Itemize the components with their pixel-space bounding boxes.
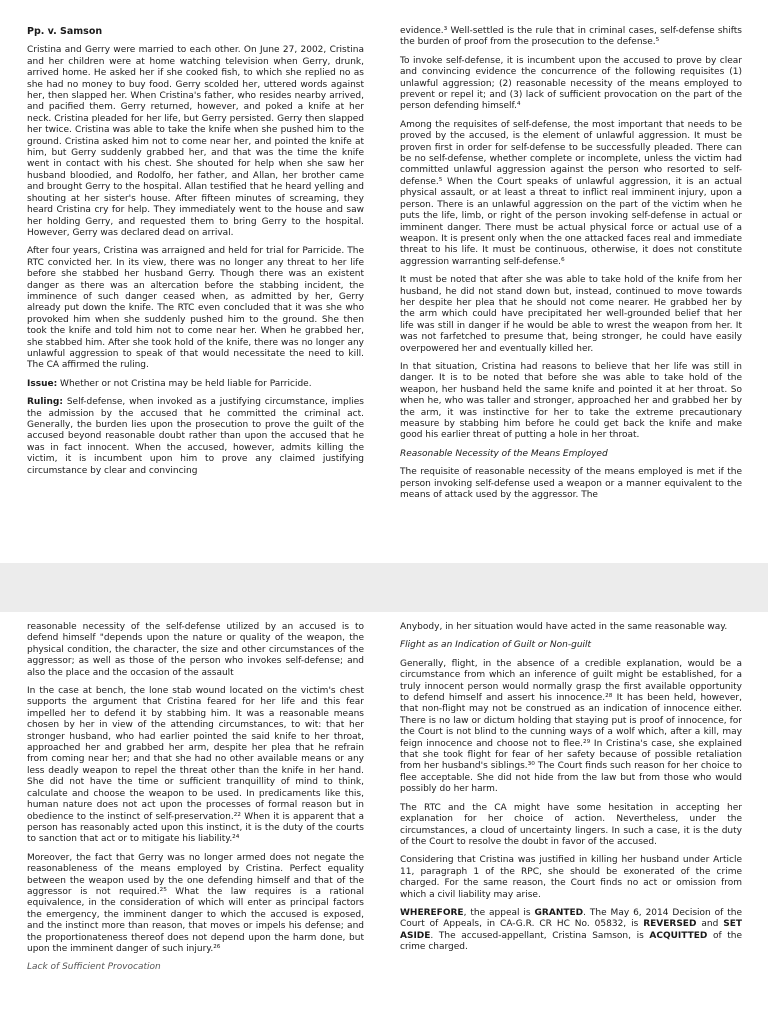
subhead-flight: Flight as an Indication of Guilt or Non-guilt <box>400 640 592 651</box>
set-aside-word: SET ASIDE <box>400 919 743 941</box>
exonerated-paragraph: Considering that Cristina was justified in killing her husband under Article 11, paragraph 1 of the RPC, she should be exonerated of the crime charged. For the same reason, the Court finds no act or omission from which a civil liability may arise. <box>400 855 742 900</box>
page-one-left-column <box>27 26 364 484</box>
page-gap <box>0 563 768 612</box>
page-two <box>0 612 768 1024</box>
flight-paragraph: Generally, flight, in the absence of a credible explanation, would be a circumstance from which an inference of guilt might be established, for a truly innocent person would normally grasp the first available opportunity to defend himself and assert his innocence.²⁸ It has been held, however, that non-flight may not be construed as an indication of innocence either. There is no law or dictum holding that staying put is proof of innocence, for the Court is not blind to the cunning ways of a wolf which, after a kill, may feign innocence and choose not to flee.²⁹ In Cristina's case, she explained that she took flight for fear of her safety because of possible retaliation from her husband's siblings.³⁰ The Court finds such reason for her choice to flee acceptable. She did not hide from the law but from those who would possibly do her harm. <box>400 658 742 795</box>
requisite-paragraph: The requisite of reasonable necessity of the means employed is met if the person invoking self-defense used a weapon or a manner equivalent to the means of attack used by the aggressor. The <box>400 467 742 501</box>
requisites-paragraph: To invoke self-defense, it is incumbent upon the accused to prove by clear and convincing evidence the concurrence of the following requisites (1) unlawful aggression; (2) reasonable necessity of the means employed to prevent or repel it; and (3) lack of sufficient provocation on the part of the person defending himself.⁴ <box>400 55 742 112</box>
necessity-paragraph-cont: reasonable necessity of the self-defense utilized by an accused is to defend himself "depends upon the nature or quality of the weapon, the physical condition, the character, the size and other circumstances of the aggressor; as well as those of the person who invokes self-defense; and also the place and the occasion of the assault <box>27 622 364 678</box>
issue-text: Whether or not Cristina may be held liable for Parricide. <box>57 378 312 389</box>
knife-paragraph: It must be noted that after she was able to take hold of the knife from her husband, he did not stand down but, instead, continued to move towards her despite her plea that he should not come nearer. He grabbed her by the arm which could have precipitated her well-grounded belief that her life was still in danger if he would be able to wrest the weapon from her. It was not farfetched to presume that, being stronger, he could have easily overpowered her and eventually killed her. <box>400 275 742 354</box>
granted-word: GRANTED <box>534 907 584 918</box>
facts-paragraph-2: After four years, Cristina was arraigned and held for trial for Parricide. The RTC convicted her. In its view, there was no longer any threat to her life before she stabbed her husband Gerry. Though there was an existent danger as there was an altercation before the stabbing incident, the imminence of such danger ceased when, as admitted by her, Gerry already put down the knife. The RTC even concluded that it was she who provoked him when she suddenly pushed him to the ground. She then took the knife and told him not to come near her. When he grabbed her, she stabbed him. After she took hold of the knife, there was no longer any unlawful aggression to speak of that would necessitate the need to kill. The CA affirmed the ruling. <box>27 246 364 371</box>
ruling-paragraph <box>27 397 364 477</box>
wherefore-word: WHEREFORE <box>400 907 464 918</box>
issue-paragraph <box>27 379 364 390</box>
acquitted-word: ACQUITTED <box>649 930 708 941</box>
wherefore-text-1: , the appeal is <box>463 907 535 918</box>
issue-label: Issue: <box>27 378 58 389</box>
wherefore-text-2: . The May 6, 2014 Decision of the Court of Appeals, in CA-G.R. CR HC No. 05832, is <box>400 907 742 930</box>
wherefore-text-5: of the crime charged. <box>400 930 742 953</box>
doubt-paragraph: The RTC and the CA might have some hesitation in accepting her explanation for her choice of action. Nevertheless, under the circumstances, a cloud of uncertainty lingers. In such a case, it is the duty of the Court to resolve the doubt in favor of the accused. <box>400 802 742 847</box>
wherefore-text-3: and <box>696 919 724 930</box>
anybody-paragraph: Anybody, in her situation would have acted in the same reasonable way. <box>400 622 728 632</box>
page-two-left-column <box>27 622 364 981</box>
page-two-right-column <box>400 622 742 961</box>
ruling-label: Ruling: <box>27 397 63 408</box>
situation-paragraph: In that situation, Cristina had reasons to believe that her life was still in danger. It is to be noted that before she was able to take hold of the weapon, her husband held the same knife and pointed it at her throat. So when he, who was taller and stronger, approached her and grabbed her by the arm, it was instinctive for her to take the extreme precautionary measure by stabbing him before he could get back the knife and make good his earlier threat of putting a hole in her throat. <box>400 361 742 441</box>
unlawful-aggression-paragraph: Among the requisites of self-defense, the most important that needs to be proved by the accused, is the element of unlawful aggression. It must be proven first in order for self-defense to be successfully pleaded. There can be no self-defense, whether complete or incomplete, unless the victim had committed unlawful aggression against the person who resorted to self-defense.⁵ When the Court speaks of unlawful aggression, it is an actual physical assault, or at least a threat to inflict real imminent injury, upon a person. There is an unlawful aggression on the part of the victim when he puts the life, limb, or right of the person invoking self-defense in actual or imminent danger. There must be actual physical force or actual use of a weapon. It is present only when the one attacked faces real and immediate threat to his life. It must be continuous, otherwise, it does not constitute aggression warranting self-defense.⁶ <box>400 119 742 267</box>
no-longer-armed-paragraph: Moreover, the fact that Gerry was no longer armed does not negate the reasonableness of the means employed by Cristina. Perfect equality between the weapon used by the one defending himself and that of the aggressor is not required.²⁵ What the law requires is a rational equivalence, in the consideration of which will enter as principal factors the emergency, the imminent danger to which the accused is exposed, and the instinct more than reason, that moves or impels his defense; and the proportionateness thereof does not depend upon the harm done, but upon the imminent danger of such injury.²⁶ <box>27 852 364 954</box>
wherefore-paragraph <box>400 908 742 954</box>
subhead-lack-of-provocation: Lack of Sufficient Provocation <box>27 962 161 973</box>
facts-paragraph-1: Cristina and Gerry were married to each other. On June 27, 2002, Cristina and her children were at home watching television when Gerry, drunk, arrived home. He asked her if she cooked fish, to which she replied no as she had no money to buy food. Gerry scolded her, uttered words against her, then slapped her. When Cristina's father, who resides nearby arrived, and pacified them. Gerry returned, however, and poked a knife at her neck. Cristina pleaded for her life, but Gerry persisted. Gerry then slapped her twice. Cristina was able to take the knife when she pushed him to the ground. Cristina asked him not to come near her, and pointed the knife at him, but Gerry suddenly grabbed her, and that was the time the knife went in contact with his chest. She shouted for help when she saw her husband bloodied, and Rodolfo, her father, and Allan, her brother came and brought Gerry to the hospital. Allan testified that he heard yelling and shouting at her sister's house. After fifteen minutes of screaming, they heard Cristina cry for help. They immediately went to the house and saw her holding Gerry, and requested them to bring Gerry to the hospital. However, Gerry was declared dead on arrival. <box>27 45 364 238</box>
ruling-paragraph-cont: evidence.³ Well-settled is the rule that in criminal cases, self-defense shifts the burden of proof from the prosecution to the defense.⁵ <box>400 26 742 48</box>
ruling-text: Self-defense, when invoked as a justifying circumstance, implies the admission by the accused that he committed the criminal act. Generally, the burden lies upon the prosecution to prove the guilt of the accused beyond reasonable doubt rather than upon the accused that he was in fact innocent. When the accused, however, admits killing the victim, it is incumbent upon him to prove any claimed justifying circumstance by clear and convincing <box>27 397 364 476</box>
page-one-right-column <box>400 26 742 508</box>
reversed-word: REVERSED <box>643 919 697 930</box>
subhead-reasonable-necessity: Reasonable Necessity of the Means Employed <box>400 448 608 459</box>
case-at-bench-paragraph: In the case at bench, the lone stab wound located on the victim's chest supports the argument that Cristina feared for her life and this fear impelled her to defend it by stabbing him. It was a reasonable means chosen by her in view of the attending circumstances, to wit: that her stronger husband, who had earlier pointed the said knife to her throat, approached her and grabbed her arm, despite her plea that he refrain from coming near her; and that she had no other available means or any less deadly weapon to repel the threat other than the knife in her hand. She did not have the time or sufficient tranquillity of mind to think, calculate and choose the weapon to be used. In predicaments like this, human nature does not act upon the processes of formal reason but in obedience to the instinct of self-preservation.²² When it is apparent that a person has reasonably acted upon this instinct, it is the duty of the courts to sanction that act or to mitigate his liability.²⁴ <box>27 686 364 845</box>
document-title: Pp. v. Samson <box>27 26 103 37</box>
wherefore-text-4: . The accused-appellant, Cristina Samson, is <box>430 930 650 941</box>
